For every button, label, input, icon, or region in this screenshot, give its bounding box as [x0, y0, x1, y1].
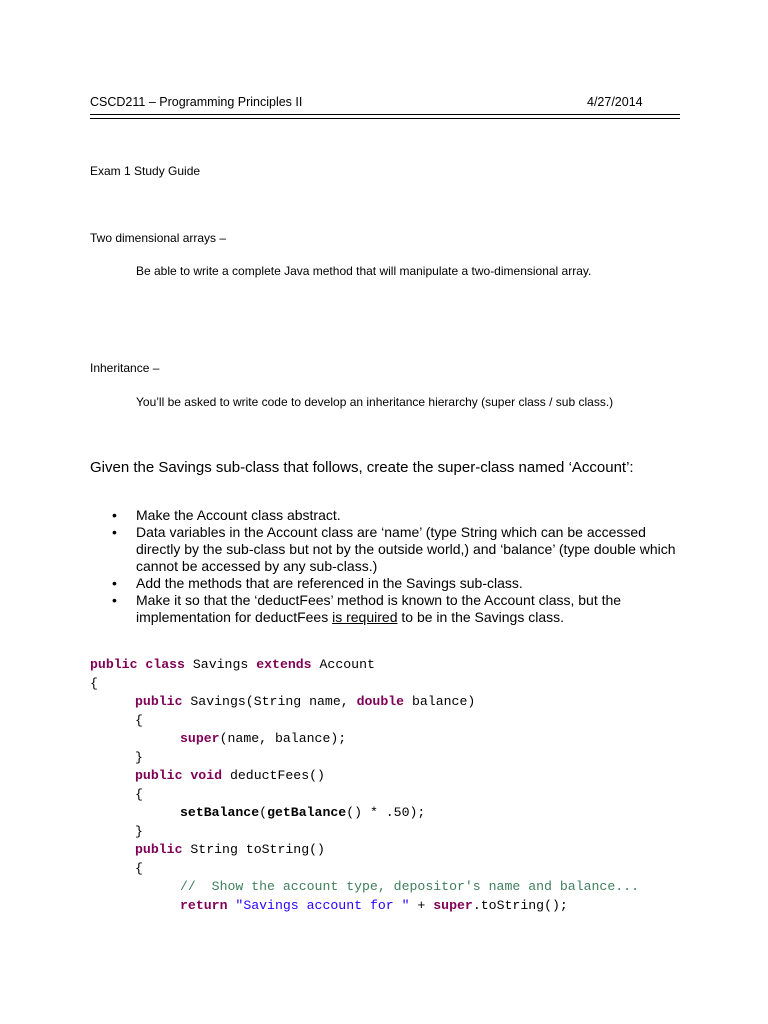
code-text: Account: [311, 657, 375, 672]
bullet-text: Make the Account class abstract.: [136, 507, 341, 523]
code-line: [90, 786, 639, 805]
code-text: Savings(String name,: [182, 694, 357, 709]
bullet-text: Data variables in the Account class are ‘name’ (type String which can be accessed directly by the sub-class but not by the outside world,) and ‘balance’ (type double which cannot be accessed by any sub-class.): [136, 524, 676, 574]
code-keyword: extends: [256, 657, 312, 672]
header-date: 4/27/2014: [587, 95, 643, 109]
bullet-text: to be in the Savings class.: [397, 609, 565, 625]
code-line: [90, 841, 639, 860]
code-line: [90, 693, 639, 712]
code-line: [90, 656, 639, 675]
code-keyword: public: [135, 842, 183, 857]
code-keyword: double: [356, 694, 405, 709]
code-method: getBalance: [267, 805, 347, 820]
code-string: "Savings account for ": [235, 897, 410, 913]
code-line: [90, 878, 639, 897]
list-item: [112, 507, 692, 524]
code-line: [90, 823, 639, 842]
course-title: CSCD211 – Programming Principles II: [90, 95, 303, 109]
code-line: [90, 767, 639, 786]
given-instruction: Given the Savings sub-class that follows, create the super-class named ‘Account’:: [90, 459, 634, 476]
code-text: .toString();: [472, 897, 568, 913]
code-comment: // Show the account type, depositor's name and balance...: [180, 879, 639, 894]
code-text: +: [409, 897, 434, 913]
list-item: [112, 575, 692, 592]
code-text: () * .50);: [346, 805, 426, 820]
code-line: [90, 675, 639, 694]
arrays-heading: Two dimensional arrays –: [90, 231, 227, 245]
document-title: Exam 1 Study Guide: [90, 164, 201, 178]
bullet-text: Make it so that the ‘deductFees’ method is known to the Account class, but the implementation for deductFees: [136, 592, 622, 625]
code-text: {: [135, 860, 143, 876]
code-keyword: public: [135, 694, 183, 709]
underlined-text: is required: [332, 609, 398, 625]
requirements-list: [112, 507, 692, 626]
inheritance-heading: Inheritance –: [90, 361, 160, 375]
list-item: [112, 592, 692, 626]
code-keyword: super: [180, 731, 220, 746]
inheritance-text: You’ll be asked to write code to develop an inheritance hierarchy (super class / sub class.): [136, 395, 614, 409]
header-rule-bottom: [90, 118, 680, 119]
header-rule-top: [90, 114, 680, 115]
code-text: (: [259, 805, 268, 820]
bullet-text: Add the methods that are referenced in the Savings sub-class.: [136, 575, 523, 591]
list-item: [112, 524, 692, 575]
code-keyword: public class: [90, 657, 185, 672]
code-text: String toString(): [182, 842, 325, 857]
code-line: [90, 860, 639, 879]
code-line: [90, 712, 639, 731]
code-listing: [90, 656, 639, 915]
code-text: }: [135, 749, 143, 765]
code-keyword: super: [433, 897, 473, 913]
code-keyword: public void: [135, 768, 223, 783]
code-line: [90, 897, 639, 916]
code-line: [90, 749, 639, 768]
code-text: }: [135, 823, 143, 839]
code-text: balance): [404, 694, 476, 709]
code-text: {: [90, 675, 98, 691]
code-text: {: [135, 786, 143, 802]
code-text: deductFees(): [222, 768, 325, 783]
code-line: [90, 804, 639, 823]
code-line: [90, 730, 639, 749]
code-text: {: [135, 712, 143, 728]
arrays-text: Be able to write a complete Java method that will manipulate a two-dimensional array.: [136, 264, 592, 278]
code-text: (name, balance);: [219, 731, 347, 746]
code-text: Savings: [184, 657, 257, 672]
code-method: setBalance: [180, 805, 260, 820]
code-keyword: return: [180, 897, 228, 913]
